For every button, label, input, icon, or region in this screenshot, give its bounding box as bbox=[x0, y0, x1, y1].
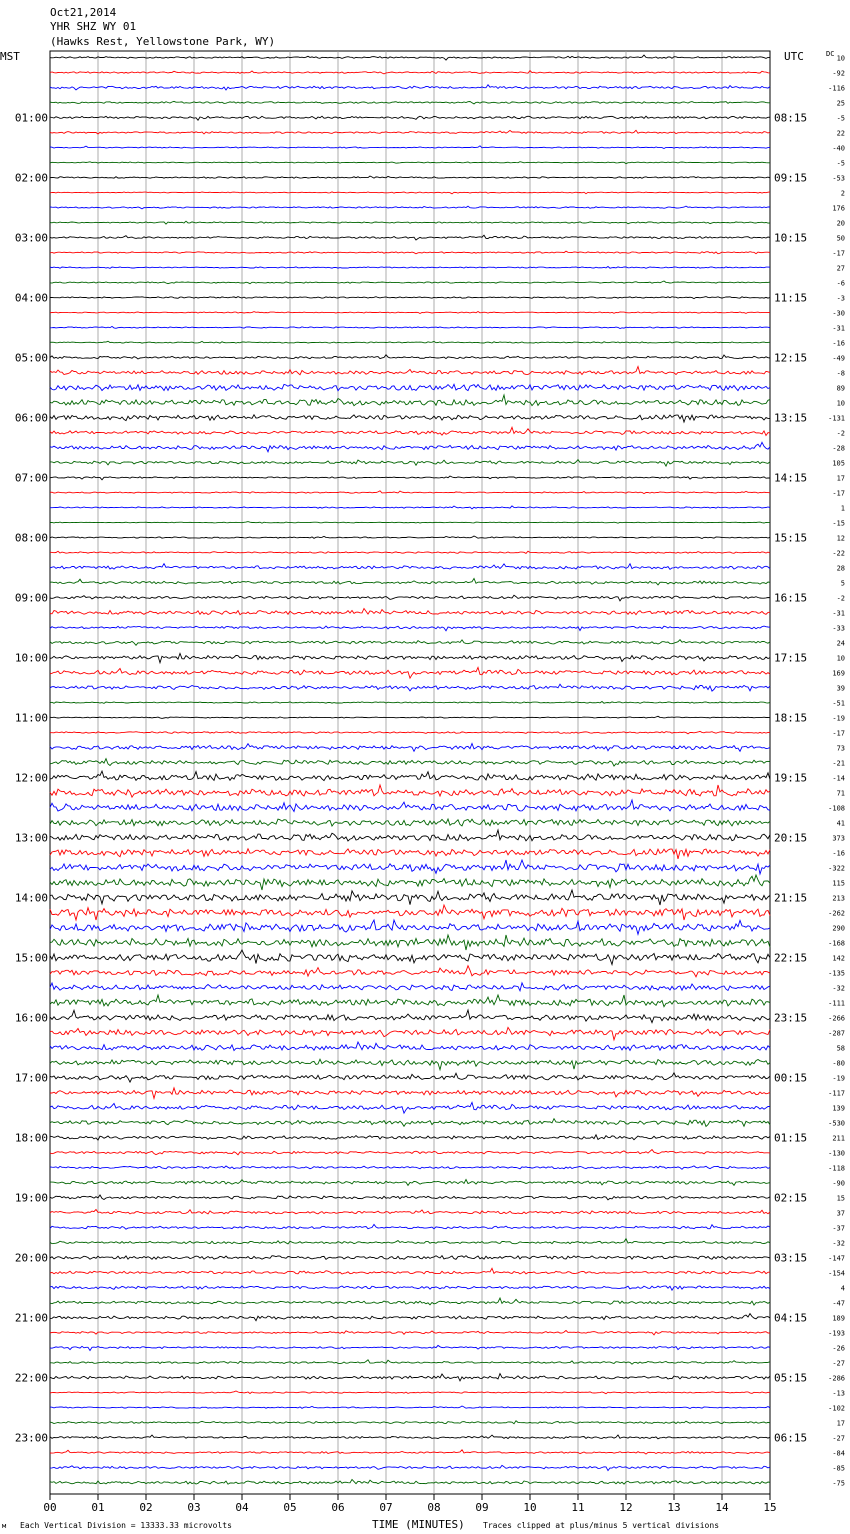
dc-offset-label: -102 bbox=[828, 1404, 845, 1413]
x-tick-label: 04 bbox=[235, 1501, 249, 1514]
utc-hour-label: 23:15 bbox=[774, 1011, 808, 1025]
dc-offset-label: 22 bbox=[836, 129, 845, 138]
seismic-trace bbox=[50, 860, 770, 874]
seismic-trace bbox=[50, 1480, 770, 1485]
x-axis-title: TIME (MINUTES) bbox=[372, 1518, 465, 1531]
dc-offset-label: 89 bbox=[836, 384, 845, 393]
x-tick-label: 12 bbox=[619, 1501, 633, 1514]
dc-offset-label: 373 bbox=[832, 834, 845, 843]
seismic-trace bbox=[50, 905, 770, 920]
dc-offset-label: -322 bbox=[828, 864, 845, 873]
seismic-trace bbox=[50, 221, 770, 224]
seismic-trace bbox=[50, 1073, 770, 1082]
dc-offset-label: 4 bbox=[840, 1284, 845, 1293]
seismic-trace bbox=[50, 85, 770, 90]
x-tick-label: 09 bbox=[475, 1501, 489, 1514]
dc-offset-label: 10 bbox=[836, 654, 845, 663]
clip-note: Traces clipped at plus/minus 5 vertical divisions bbox=[483, 1521, 720, 1530]
seismic-trace bbox=[50, 162, 770, 164]
seismic-trace bbox=[50, 1360, 770, 1364]
seismic-trace bbox=[50, 341, 770, 343]
dc-offset-label: -262 bbox=[828, 909, 845, 918]
dc-offset-label: -111 bbox=[828, 999, 845, 1008]
dc-offset-label: 10 bbox=[836, 54, 845, 63]
seismic-trace bbox=[50, 920, 770, 934]
seismic-trace bbox=[50, 771, 770, 781]
mst-hour-label: 21:00 bbox=[14, 1311, 48, 1325]
utc-hour-label: 15:15 bbox=[774, 531, 808, 545]
dc-offset-label: 169 bbox=[832, 669, 845, 678]
dc-offset-label: -530 bbox=[828, 1119, 845, 1128]
seismic-trace bbox=[50, 1331, 770, 1335]
utc-hour-label: 20:15 bbox=[774, 831, 808, 845]
seismic-trace bbox=[50, 830, 770, 841]
dc-offset-label: -2 bbox=[836, 429, 845, 438]
x-tick-label: 05 bbox=[283, 1501, 297, 1514]
dc-offset-label: -27 bbox=[832, 1434, 845, 1443]
dc-offset-label: -17 bbox=[832, 729, 845, 738]
mst-hour-label: 20:00 bbox=[14, 1251, 48, 1265]
seismic-trace bbox=[50, 415, 770, 422]
dc-offset-label: -108 bbox=[828, 804, 845, 813]
dc-offset-label: -16 bbox=[832, 339, 845, 348]
mst-hour-label: 10:00 bbox=[14, 651, 48, 665]
seismic-trace bbox=[50, 491, 770, 494]
seismic-trace bbox=[50, 1256, 770, 1260]
dc-offset-label: 39 bbox=[836, 684, 845, 693]
seismic-trace bbox=[50, 1286, 770, 1290]
seismic-trace bbox=[50, 640, 770, 646]
seismic-trace bbox=[50, 281, 770, 284]
utc-hour-label: 19:15 bbox=[774, 771, 808, 785]
mst-hour-label: 05:00 bbox=[14, 351, 48, 365]
mst-hour-label: 16:00 bbox=[14, 1011, 48, 1025]
mst-hour-label: 19:00 bbox=[14, 1191, 48, 1205]
seismic-trace bbox=[50, 551, 770, 553]
mst-hour-label: 09:00 bbox=[14, 591, 48, 605]
dc-offset-label: -17 bbox=[832, 489, 845, 498]
seismic-trace bbox=[50, 326, 770, 328]
dc-offset-label: -90 bbox=[832, 1179, 845, 1188]
utc-axis-label: UTC bbox=[784, 50, 804, 63]
seismic-trace bbox=[50, 297, 770, 299]
dc-offset-header: DC bbox=[826, 50, 835, 58]
seismic-trace bbox=[50, 206, 770, 209]
dc-offset-label: -84 bbox=[832, 1449, 845, 1458]
dc-offset-label: -31 bbox=[832, 609, 845, 618]
utc-hour-label: 04:15 bbox=[774, 1311, 808, 1325]
utc-hour-label: 05:15 bbox=[774, 1371, 808, 1385]
seismic-trace bbox=[50, 395, 770, 406]
dc-offset-label: -135 bbox=[828, 969, 845, 978]
dc-offset-label: -130 bbox=[828, 1149, 845, 1158]
dc-offset-label: -33 bbox=[832, 624, 845, 633]
x-tick-label: 13 bbox=[667, 1501, 681, 1514]
dc-offset-label: -118 bbox=[828, 1164, 845, 1173]
dc-offset-label: 37 bbox=[836, 1209, 845, 1218]
dc-offset-label: -40 bbox=[832, 144, 845, 153]
utc-hour-label: 11:15 bbox=[774, 291, 808, 305]
mst-hour-label: 03:00 bbox=[14, 231, 48, 245]
dc-offset-label: -2 bbox=[836, 594, 845, 603]
seismic-trace bbox=[50, 1391, 770, 1394]
utc-hour-label: 06:15 bbox=[774, 1431, 808, 1445]
seismic-trace bbox=[50, 1166, 770, 1169]
dc-offset-label: 73 bbox=[836, 744, 845, 753]
dc-offset-label: -19 bbox=[832, 1074, 845, 1083]
dc-offset-label: -5 bbox=[836, 114, 845, 123]
seismic-trace bbox=[50, 1027, 770, 1039]
seismic-trace bbox=[50, 875, 770, 890]
utc-hour-label: 18:15 bbox=[774, 711, 808, 725]
seismic-trace bbox=[50, 506, 770, 509]
seismic-trace bbox=[50, 522, 770, 524]
seismic-trace bbox=[50, 716, 770, 718]
dc-offset-label: 139 bbox=[832, 1104, 845, 1113]
utc-hour-label: 13:15 bbox=[774, 411, 808, 425]
dc-offset-label: 2 bbox=[840, 189, 845, 198]
dc-offset-label: 25 bbox=[836, 99, 845, 108]
dc-offset-label: -193 bbox=[828, 1329, 845, 1338]
mst-hour-label: 11:00 bbox=[14, 711, 48, 725]
dc-offset-label: -116 bbox=[828, 84, 845, 93]
seismic-trace bbox=[50, 55, 770, 60]
seismic-trace bbox=[50, 1010, 770, 1023]
mst-axis-label: MST bbox=[0, 50, 20, 63]
dc-offset-label: -19 bbox=[832, 714, 845, 723]
seismic-trace bbox=[50, 1314, 770, 1321]
dc-offset-label: 211 bbox=[832, 1134, 845, 1143]
dc-offset-label: -31 bbox=[832, 324, 845, 333]
seismic-trace bbox=[50, 759, 770, 766]
dc-offset-label: -131 bbox=[828, 414, 845, 423]
dc-offset-label: -8 bbox=[836, 369, 845, 378]
dc-offset-label: -21 bbox=[832, 759, 845, 768]
seismic-trace bbox=[50, 684, 770, 691]
seismic-trace bbox=[50, 1421, 770, 1424]
dc-offset-label: 5 bbox=[840, 579, 845, 588]
dc-offset-label: 142 bbox=[832, 954, 845, 963]
seismic-trace bbox=[50, 536, 770, 539]
seismic-trace bbox=[50, 800, 770, 812]
dc-offset-label: 115 bbox=[832, 879, 845, 888]
seismic-trace bbox=[50, 1088, 770, 1099]
seismic-trace bbox=[50, 1450, 770, 1454]
seismic-trace bbox=[50, 1239, 770, 1244]
seismic-trace bbox=[50, 1102, 770, 1113]
seismic-trace bbox=[50, 1224, 770, 1229]
dc-offset-label: -168 bbox=[828, 939, 845, 948]
seismic-trace bbox=[50, 384, 770, 390]
utc-hour-label: 02:15 bbox=[774, 1191, 808, 1205]
utc-hour-label: 00:15 bbox=[774, 1071, 808, 1085]
seismic-trace bbox=[50, 355, 770, 359]
mst-hour-label: 08:00 bbox=[14, 531, 48, 545]
seismic-trace bbox=[50, 609, 770, 615]
utc-hour-label: 21:15 bbox=[774, 891, 808, 905]
dc-offset-label: -117 bbox=[828, 1089, 845, 1098]
dc-offset-label: -16 bbox=[832, 849, 845, 858]
utc-hour-label: 22:15 bbox=[774, 951, 808, 965]
dc-offset-label: -6 bbox=[836, 279, 845, 288]
seismic-trace bbox=[50, 176, 770, 178]
dc-offset-label: -92 bbox=[832, 69, 845, 78]
seismic-trace bbox=[50, 1059, 770, 1070]
seismic-trace bbox=[50, 667, 770, 678]
seismic-trace bbox=[50, 460, 770, 467]
dc-offset-label: 24 bbox=[836, 639, 845, 648]
mst-hour-label: 04:00 bbox=[14, 291, 48, 305]
seismic-trace bbox=[50, 849, 770, 859]
seismic-trace bbox=[50, 442, 770, 452]
dc-offset-label: 58 bbox=[836, 1044, 845, 1053]
seismic-trace bbox=[50, 890, 770, 905]
seismic-trace bbox=[50, 1042, 770, 1051]
seismic-trace bbox=[50, 1119, 770, 1127]
seismic-trace bbox=[50, 71, 770, 74]
mst-hour-label: 18:00 bbox=[14, 1131, 48, 1145]
dc-offset-label: -28 bbox=[832, 444, 845, 453]
seismic-trace bbox=[50, 819, 770, 826]
utc-hour-label: 09:15 bbox=[774, 171, 808, 185]
x-tick-label: 02 bbox=[139, 1501, 153, 1514]
seismic-trace bbox=[50, 1210, 770, 1214]
seismic-trace bbox=[50, 235, 770, 240]
plot-date: Oct21,2014 bbox=[50, 6, 117, 19]
x-tick-label: 01 bbox=[91, 1501, 105, 1514]
dc-offset-label: -75 bbox=[832, 1479, 845, 1488]
dc-offset-label: -286 bbox=[828, 1374, 845, 1383]
mst-hour-label: 22:00 bbox=[14, 1371, 48, 1385]
dc-offset-label: 17 bbox=[836, 1419, 845, 1428]
dc-offset-label: 27 bbox=[836, 264, 845, 273]
dc-offset-label: -27 bbox=[832, 1359, 845, 1368]
dc-offset-label: 50 bbox=[836, 234, 845, 243]
dc-offset-label: -13 bbox=[832, 1389, 845, 1398]
dc-offset-label: 20 bbox=[836, 219, 845, 228]
dc-offset-label: -85 bbox=[832, 1464, 845, 1473]
mst-hour-label: 23:00 bbox=[14, 1431, 48, 1445]
dc-offset-label: 176 bbox=[832, 204, 845, 213]
dc-offset-label: 10 bbox=[836, 399, 845, 408]
seismic-trace bbox=[50, 653, 770, 662]
seismic-trace bbox=[50, 595, 770, 601]
dc-offset-label: -22 bbox=[832, 549, 845, 558]
dc-offset-label: 28 bbox=[836, 564, 845, 573]
dc-offset-label: -49 bbox=[832, 354, 845, 363]
seismic-trace bbox=[50, 192, 770, 194]
mst-hour-label: 02:00 bbox=[14, 171, 48, 185]
seismic-trace bbox=[50, 251, 770, 254]
seismic-trace bbox=[50, 1406, 770, 1409]
footer-mark: м bbox=[2, 1522, 7, 1530]
utc-hour-label: 01:15 bbox=[774, 1131, 808, 1145]
seismic-trace bbox=[50, 130, 770, 134]
dc-offset-label: -3 bbox=[836, 294, 845, 303]
mst-hour-label: 17:00 bbox=[14, 1071, 48, 1085]
mst-hour-label: 01:00 bbox=[14, 111, 48, 125]
x-tick-label: 15 bbox=[763, 1501, 777, 1514]
seismic-trace bbox=[50, 1374, 770, 1381]
seismic-trace bbox=[50, 1465, 770, 1470]
dc-offset-label: 189 bbox=[832, 1314, 845, 1323]
seismic-trace bbox=[50, 626, 770, 631]
x-tick-label: 08 bbox=[427, 1501, 441, 1514]
utc-hour-label: 08:15 bbox=[774, 111, 808, 125]
dc-offset-label: -147 bbox=[828, 1254, 845, 1263]
seismic-trace bbox=[50, 1150, 770, 1155]
seismic-trace bbox=[50, 744, 770, 752]
seismic-trace bbox=[50, 1268, 770, 1274]
seismic-trace bbox=[50, 312, 770, 314]
dc-offset-label: 15 bbox=[836, 1194, 845, 1203]
dc-offset-label: -17 bbox=[832, 249, 845, 258]
dc-offset-label: -14 bbox=[832, 774, 845, 783]
seismic-trace bbox=[50, 1345, 770, 1350]
seismic-trace bbox=[50, 995, 770, 1007]
x-tick-label: 10 bbox=[523, 1501, 537, 1514]
seismic-trace bbox=[50, 1135, 770, 1140]
dc-offset-label: 17 bbox=[836, 474, 845, 483]
seismic-trace bbox=[50, 702, 770, 704]
seismic-trace bbox=[50, 267, 770, 269]
seismic-trace bbox=[50, 731, 770, 733]
dc-offset-label: -154 bbox=[828, 1269, 845, 1278]
mst-hour-label: 06:00 bbox=[14, 411, 48, 425]
utc-hour-label: 12:15 bbox=[774, 351, 808, 365]
dc-offset-label: 105 bbox=[832, 459, 845, 468]
utc-hour-label: 16:15 bbox=[774, 591, 808, 605]
mst-hour-label: 15:00 bbox=[14, 951, 48, 965]
dc-offset-label: 213 bbox=[832, 894, 845, 903]
seismic-trace bbox=[50, 101, 770, 104]
station-location: (Hawks Rest, Yellowstone Park, WY) bbox=[50, 35, 276, 48]
x-tick-label: 14 bbox=[715, 1501, 729, 1514]
dc-offset-label: -47 bbox=[832, 1299, 845, 1308]
seismic-trace bbox=[50, 116, 770, 120]
x-tick-label: 06 bbox=[331, 1501, 345, 1514]
x-tick-label: 03 bbox=[187, 1501, 201, 1514]
dc-offset-label: -53 bbox=[832, 174, 845, 183]
utc-hour-label: 10:15 bbox=[774, 231, 808, 245]
dc-offset-label: -30 bbox=[832, 309, 845, 318]
seismic-trace bbox=[50, 564, 770, 570]
seismic-trace bbox=[50, 785, 770, 797]
seismic-trace bbox=[50, 950, 770, 965]
dc-offset-label: -37 bbox=[832, 1224, 845, 1233]
dc-offset-label: -51 bbox=[832, 699, 845, 708]
dc-offset-label: -15 bbox=[832, 519, 845, 528]
dc-offset-label: -26 bbox=[832, 1344, 845, 1353]
seismic-trace bbox=[50, 1195, 770, 1200]
seismic-trace bbox=[50, 367, 770, 375]
seismic-trace bbox=[50, 1180, 770, 1186]
seismic-trace bbox=[50, 146, 770, 149]
x-tick-label: 11 bbox=[571, 1501, 585, 1514]
utc-hour-label: 14:15 bbox=[774, 471, 808, 485]
dc-offset-label: -32 bbox=[832, 1239, 845, 1248]
seismic-trace bbox=[50, 476, 770, 480]
dc-offset-label: 71 bbox=[836, 789, 845, 798]
dc-offset-label: -287 bbox=[828, 1029, 845, 1038]
dc-offset-label: -32 bbox=[832, 984, 845, 993]
dc-offset-label: -80 bbox=[832, 1059, 845, 1068]
seismic-trace bbox=[50, 966, 770, 977]
dc-offset-label: 1 bbox=[840, 504, 845, 513]
dc-offset-label: 12 bbox=[836, 534, 845, 543]
mst-hour-label: 07:00 bbox=[14, 471, 48, 485]
dc-offset-label: 290 bbox=[832, 924, 845, 933]
seismic-trace bbox=[50, 579, 770, 585]
seismic-trace bbox=[50, 935, 770, 950]
x-tick-label: 00 bbox=[43, 1501, 57, 1514]
seismic-trace bbox=[50, 427, 770, 435]
utc-hour-label: 17:15 bbox=[774, 651, 808, 665]
utc-hour-label: 03:15 bbox=[774, 1251, 808, 1265]
mst-hour-label: 13:00 bbox=[14, 831, 48, 845]
scale-note: Each Vertical Division = 13333.33 microvolts bbox=[20, 1521, 232, 1530]
seismic-trace bbox=[50, 1298, 770, 1305]
station-code: YHR SHZ WY 01 bbox=[50, 20, 137, 33]
mst-hour-label: 14:00 bbox=[14, 891, 48, 905]
mst-hour-label: 12:00 bbox=[14, 771, 48, 785]
seismic-trace bbox=[50, 1435, 770, 1439]
dc-offset-label: -5 bbox=[836, 159, 845, 168]
seismic-trace bbox=[50, 983, 770, 991]
dc-offset-label: -266 bbox=[828, 1014, 845, 1023]
x-tick-label: 07 bbox=[379, 1501, 393, 1514]
dc-offset-label: 41 bbox=[836, 819, 845, 828]
